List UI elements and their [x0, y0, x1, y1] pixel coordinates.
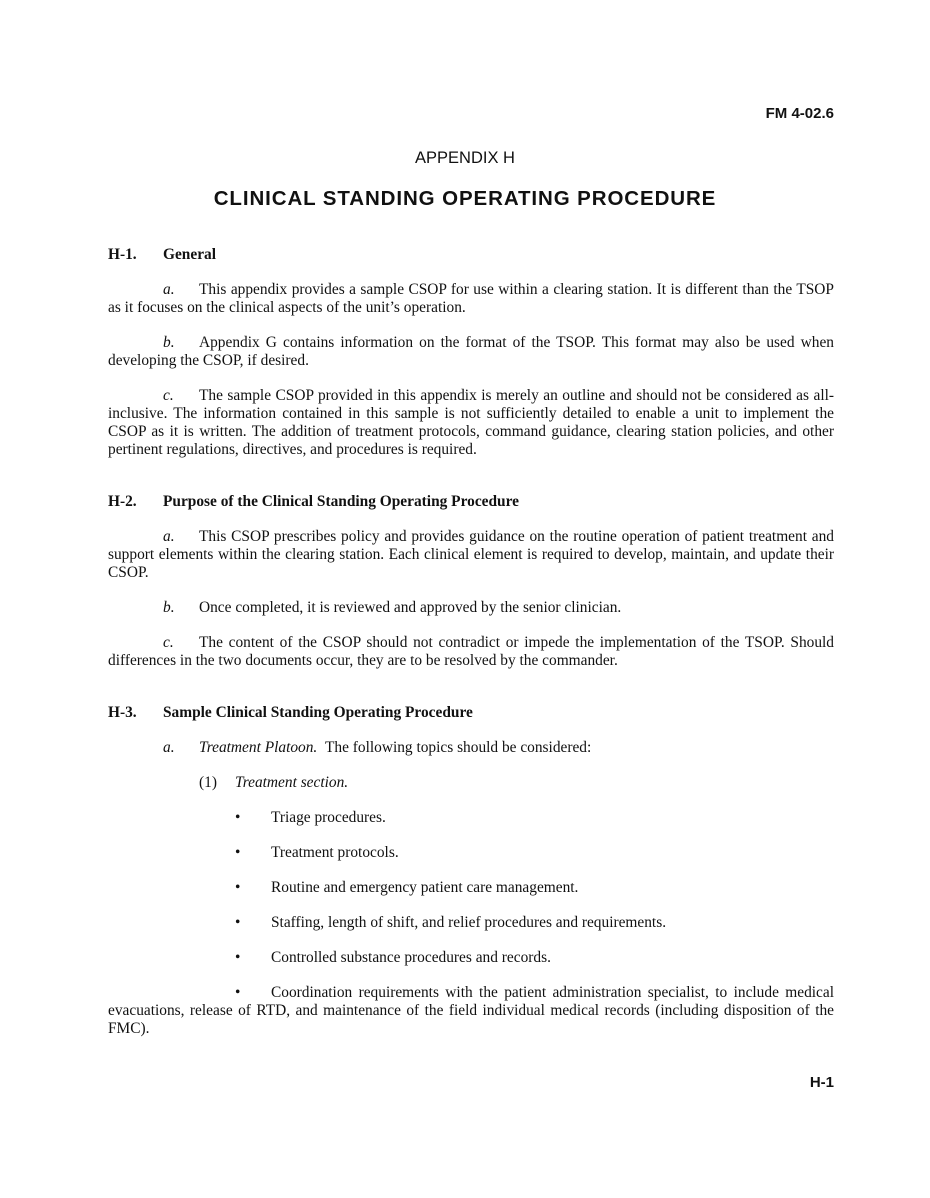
section-spacer: [108, 476, 834, 493]
bullet-icon: •: [235, 879, 241, 896]
bullet-icon: •: [235, 984, 241, 1001]
bullet-icon: •: [235, 949, 241, 966]
bullet-icon: •: [235, 844, 241, 861]
list-item: [108, 914, 834, 932]
list-item-text: Routine and emergency patient care management.: [271, 879, 579, 896]
appendix-label: APPENDIX H: [415, 149, 515, 167]
section-heading-h3: [108, 704, 834, 722]
page-number: H-1: [809, 1074, 834, 1091]
list-item: [108, 949, 834, 967]
list-item-text: Coordination requirements with the patient administration specialist, to include medical evacuations, release of RTD, and maintenance of the field individual medical records (including disposition of the FMC).: [108, 984, 834, 1037]
list-item-text: Treatment protocols.: [271, 844, 399, 861]
paragraph-h1-a: [108, 281, 834, 317]
list-item: [108, 984, 834, 1038]
subparagraph-h3-a-1: [108, 774, 834, 792]
paragraph-text: Appendix G contains information on the format of the TSOP. This format may also be used when developing the CSOP, if desired.: [108, 334, 834, 369]
subparagraph-number: (1): [199, 774, 217, 791]
paragraph-letter: a.: [163, 528, 175, 545]
paragraph-h2-c: [108, 634, 834, 670]
section-heading-h2: [108, 493, 834, 511]
fm-number: FM 4-02.6: [765, 105, 834, 122]
paragraph-text: The content of the CSOP should not contradict or impede the implementation of the TSOP. Should differences in the two documents occur, they are to be resolved by the commander.: [108, 634, 834, 669]
list-item-text: Staffing, length of shift, and relief procedures and requirements.: [271, 914, 667, 931]
paragraph-h1-b: [108, 334, 834, 370]
section-title: Sample Clinical Standing Operating Procedure: [163, 704, 473, 721]
list-item: [108, 809, 834, 827]
paragraph-letter: a.: [163, 281, 175, 298]
paragraph-letter: a.: [163, 739, 175, 756]
list-item: [108, 844, 834, 862]
paragraph-text: This appendix provides a sample CSOP for use within a clearing station. It is different than the TSOP as it focuses on the clinical aspects of the unit’s operation.: [108, 281, 834, 316]
list-item-text: Triage procedures.: [271, 809, 386, 826]
section-number: H-2.: [108, 493, 137, 510]
paragraph-letter: c.: [163, 387, 174, 404]
paragraph-h1-c: [108, 387, 834, 459]
section-number: H-1.: [108, 246, 137, 263]
bullet-icon: •: [235, 914, 241, 931]
subparagraph-title: Treatment section.: [235, 774, 349, 791]
section-heading-h1: [108, 246, 834, 264]
section-number: H-3.: [108, 704, 137, 721]
paragraph-h2-a: [108, 528, 834, 582]
list-item: [108, 879, 834, 897]
document-body: [108, 246, 834, 1055]
bullet-icon: •: [235, 809, 241, 826]
paragraph-text: This CSOP prescribes policy and provides guidance on the routine operation of patient treatment and support elements within the clearing station. Each clinical element is required to develop, maintain, and update their CSOP.: [108, 528, 834, 581]
section-title: General: [163, 246, 216, 263]
paragraph-text: Once completed, it is reviewed and approved by the senior clinician.: [199, 599, 622, 616]
paragraph-letter: c.: [163, 634, 174, 651]
list-item-text: Controlled substance procedures and records.: [271, 949, 551, 966]
subparagraph-title: Treatment Platoon.: [199, 739, 318, 756]
paragraph-text: The sample CSOP provided in this appendix is merely an outline and should not be considered as all-inclusive. The information contained in this sample is not sufficiently detailed to enable a unit to implement the CSOP as it is written. The addition of treatment protocols, command guidance, clearing station policies, and other pertinent regulations, directives, and procedures is required.: [108, 387, 834, 458]
paragraph-letter: b.: [163, 599, 175, 616]
subparagraph-h3-a: [108, 739, 834, 757]
paragraph-text: The following topics should be considered:: [324, 739, 592, 756]
paragraph-letter: b.: [163, 334, 175, 351]
section-title: Purpose of the Clinical Standing Operating Procedure: [163, 493, 519, 510]
section-spacer: [108, 687, 834, 704]
paragraph-h2-b: [108, 599, 834, 617]
page-title: CLINICAL STANDING OPERATING PROCEDURE: [213, 187, 717, 210]
